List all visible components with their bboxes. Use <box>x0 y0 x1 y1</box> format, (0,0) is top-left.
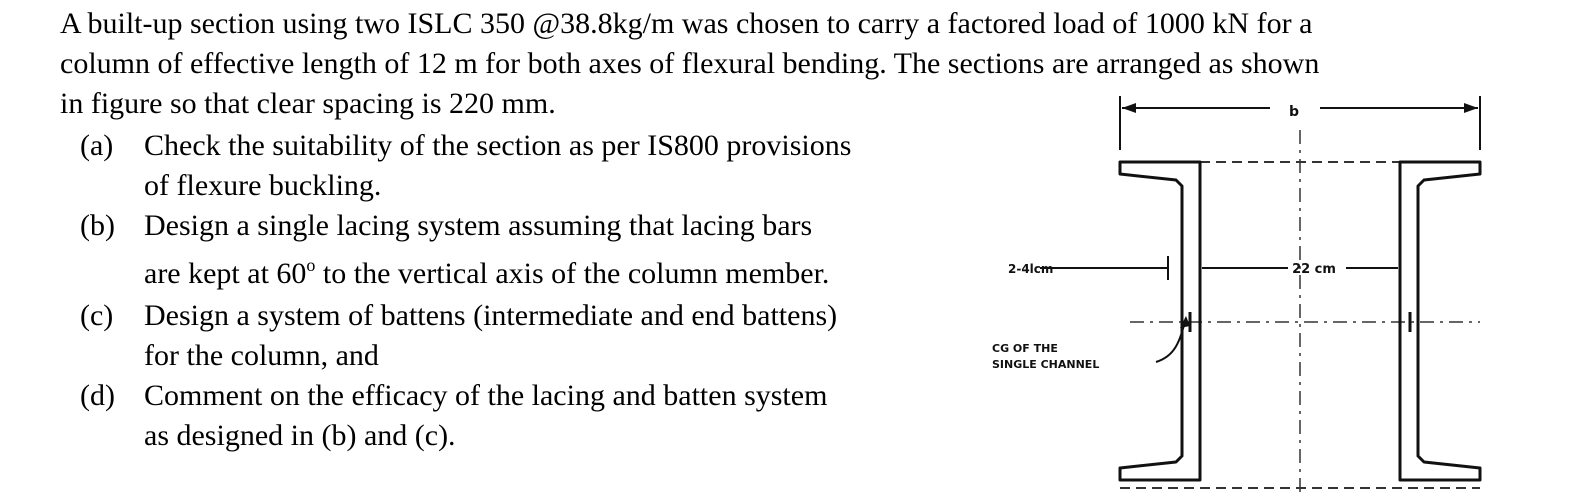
right-channel <box>1400 162 1480 480</box>
question-item-b <box>80 206 950 296</box>
dim-mid-label: 22 cm <box>1292 262 1336 277</box>
item-text-line: Design a system of battens (intermediate and end battens) <box>144 299 838 332</box>
item-label: (c) <box>80 299 114 332</box>
cg-label-line-1: CG OF THE <box>992 342 1058 355</box>
cg-label-line-2: SINGLE CHANNEL <box>992 358 1100 371</box>
item-text-line: Comment on the efficacy of the lacing and batten system <box>144 379 828 412</box>
question-list <box>80 126 950 456</box>
item-text-part: are kept at 60 <box>144 257 307 290</box>
dim-left-label: 2-4lcm <box>1008 262 1054 276</box>
item-text <box>144 126 950 206</box>
built-up-section-figure <box>980 90 1500 496</box>
dimension-b-label: b <box>1288 104 1300 120</box>
item-text-part: to the vertical axis of the column member. <box>315 257 830 290</box>
question-item-c <box>80 296 950 376</box>
item-text <box>144 206 950 296</box>
item-label: (b) <box>80 209 115 242</box>
problem-line-2: column of effective length of 12 m for both axes of flexural bending. The sections are arranged as shown <box>60 47 1320 80</box>
item-text-line: for the column, and <box>144 339 379 372</box>
item-text-line: as designed in (b) and (c). <box>144 419 456 452</box>
problem-line-1: A built-up section using two ISLC 350 @38.8kg/m was chosen to carry a factored load of 1000 kN for a <box>60 7 1313 40</box>
problem-line-3: in figure so that clear spacing is 220 mm. <box>60 87 556 120</box>
item-text-line: Design a single lacing system assuming that lacing bars <box>144 209 813 242</box>
degree-sign: o <box>306 255 316 275</box>
item-label: (d) <box>80 379 115 412</box>
item-text <box>144 376 950 456</box>
question-item-d <box>80 376 950 456</box>
item-label: (a) <box>80 129 114 162</box>
item-text-line: of flexure buckling. <box>144 169 382 202</box>
question-item-a <box>80 126 950 206</box>
item-text <box>144 296 950 376</box>
item-text-line: Check the suitability of the section as per IS800 provisions <box>144 129 852 162</box>
item-text-line <box>144 246 950 296</box>
